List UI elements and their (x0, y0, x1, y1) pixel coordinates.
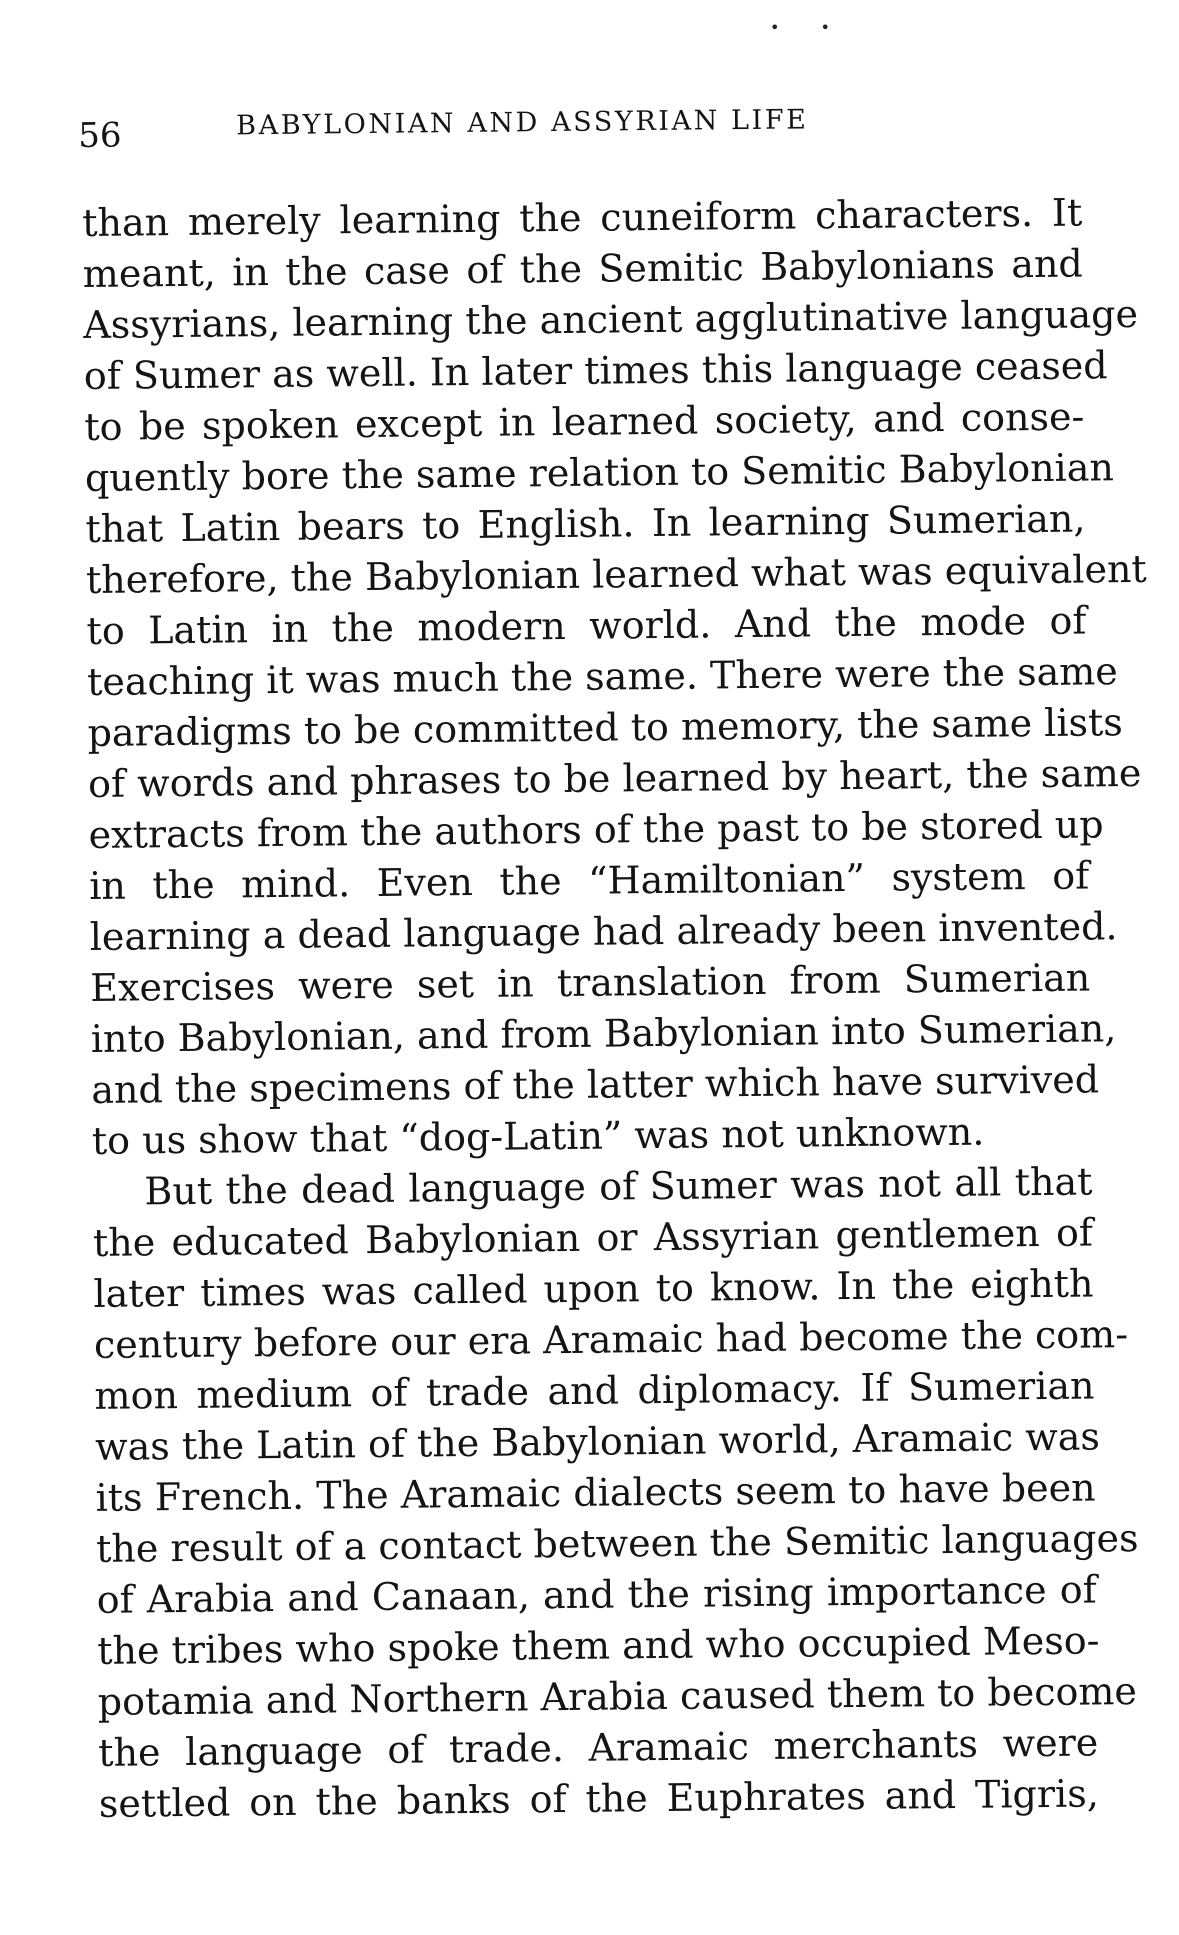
page-number: 56 (78, 115, 122, 156)
text-line: the tribes who spoke them and who occupied Meso- (96, 1618, 1100, 1673)
text-line: of Arabia and Canaan, and the rising importance of (96, 1567, 1097, 1622)
text-line: in the mind. Even the “Hamiltonian” system of (88, 853, 1090, 908)
text-line: settled on the banks of the Euphrates and Tigris, (98, 1771, 1099, 1826)
text-line: the educated Babylonian or Assyrian gentlemen of (92, 1210, 1094, 1265)
running-head-title: BABYLONIAN AND ASSYRIAN LIFE (236, 104, 809, 142)
text-line: to Latin in the modern world. And the mode of (86, 598, 1087, 653)
text-line: of Sumer as well. In later times this language ceased (83, 343, 1108, 398)
text-line: extracts from the authors of the past to be stored up (88, 802, 1104, 857)
print-specks: • • (770, 18, 848, 37)
text-line: that Latin bears to English. In learning Sumerian, (85, 496, 1086, 551)
text-line: to be spoken except in learned society, and conse- (84, 394, 1085, 449)
running-head (78, 99, 938, 158)
text-line: Assyrians, learning the ancient agglutinative language (83, 291, 1139, 347)
text-line: later times was called upon to know. In the eighth (93, 1261, 1094, 1316)
text-line: mon medium of trade and diplomacy. If Sumerian (94, 1363, 1095, 1418)
text-line: quently bore the same relation to Semitic Babylonian (84, 445, 1115, 500)
text-line: meant, in the case of the Semitic Babylonians and (82, 241, 1083, 296)
text-line: the language of trade. Aramaic merchants were (98, 1720, 1099, 1775)
text-line: potamia and Northern Arabia caused them to become (97, 1669, 1138, 1724)
body-text (82, 188, 1147, 1830)
text-line: century before our era Aramaic had become the com- (93, 1312, 1129, 1367)
text-line: But the dead language of Sumer was not all that (144, 1159, 1093, 1214)
text-line: the result of a contact between the Semitic languages (95, 1516, 1139, 1571)
paragraph-2 (92, 1156, 1139, 1829)
text-line: than merely learning the cuneiform characters. It (82, 190, 1083, 245)
text-line: paradigms to be committed to memory, the same lists (87, 700, 1123, 755)
text-line: teaching it was much the same. There were the same (86, 649, 1118, 704)
text-line: into Babylonian, and from Babylonian into Sumerian, (90, 1006, 1117, 1061)
text-line: and the specimens of the latter which have survived (91, 1057, 1100, 1112)
text-line: to us show that “dog-Latin” was not unknown. (91, 1109, 985, 1163)
text-line: Exercises were set in translation from Sumerian (90, 955, 1091, 1010)
text-line: its French. The Aramaic dialects seem to have been (95, 1465, 1096, 1520)
text-line: therefore, the Babylonian learned what was equivalent (85, 546, 1147, 602)
text-line: was the Latin of the Babylonian world, Aramaic was (94, 1414, 1101, 1469)
paragraph-1 (82, 188, 1147, 1167)
text-line: of words and phrases to be learned by heart, the same (87, 750, 1142, 806)
text-line: learning a dead language had already been invented. (89, 904, 1118, 959)
